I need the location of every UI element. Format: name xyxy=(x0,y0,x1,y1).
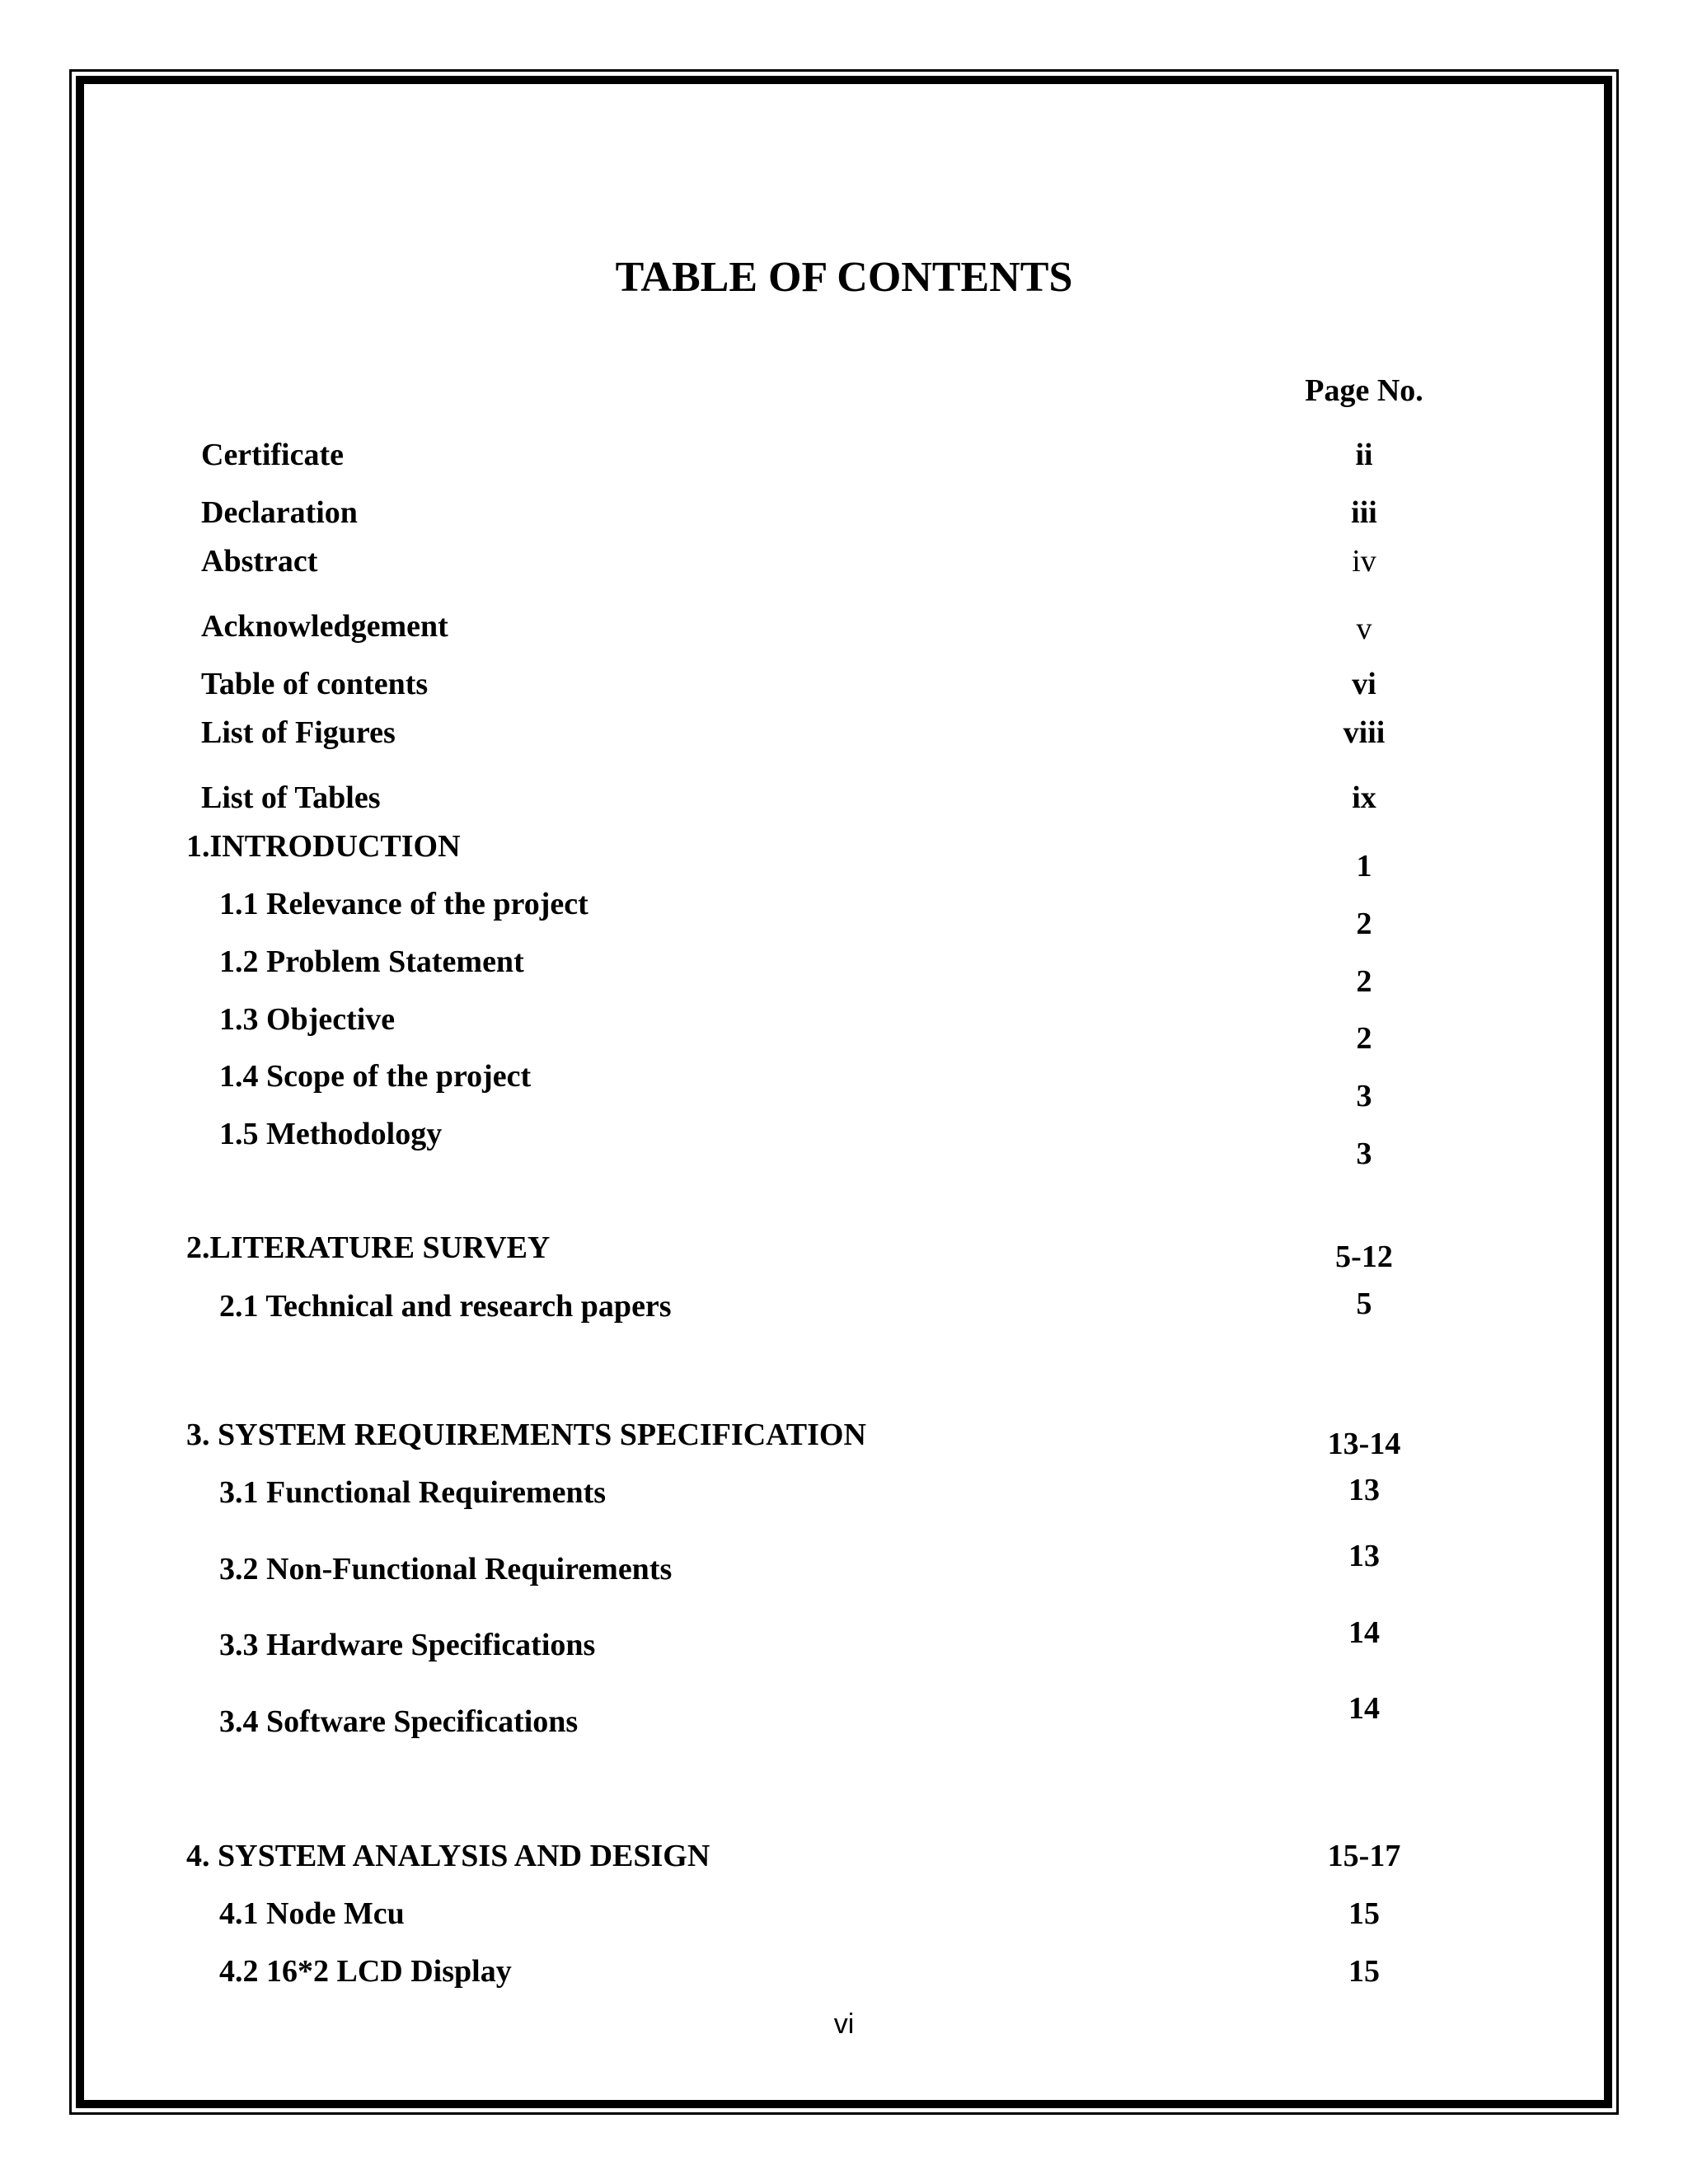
toc-section-3-4: 3.4 Software Specifications xyxy=(219,1704,579,1739)
toc-page-3-2: 13 xyxy=(1348,1539,1380,1573)
toc-page-4-1: 15 xyxy=(1348,1896,1380,1931)
toc-entry-list-of-figures: List of Figures xyxy=(201,715,396,750)
toc-page-declaration: iii xyxy=(1351,495,1377,530)
toc-page-4-2: 15 xyxy=(1348,1954,1380,1989)
page-number-column-header: Page No. xyxy=(1305,373,1423,408)
toc-chapter-system-analysis: 4. SYSTEM ANALYSIS AND DESIGN xyxy=(186,1839,710,1873)
toc-page-list-of-figures: viii xyxy=(1343,715,1386,750)
toc-section-1-2: 1.2 Problem Statement xyxy=(219,944,524,979)
toc-page-list-of-tables: ix xyxy=(1352,780,1376,815)
toc-page-3-1: 13 xyxy=(1348,1473,1380,1507)
toc-entry-abstract: Abstract xyxy=(201,544,318,579)
toc-section-1-4: 1.4 Scope of the project xyxy=(219,1059,532,1094)
toc-page-1-4: 3 xyxy=(1356,1079,1372,1113)
document-title: TABLE OF CONTENTS xyxy=(615,254,1073,301)
toc-entry-list-of-tables: List of Tables xyxy=(201,780,381,815)
toc-page-3-3: 14 xyxy=(1348,1615,1380,1650)
toc-section-2-1: 2.1 Technical and research papers xyxy=(219,1289,672,1324)
toc-section-1-3: 1.3 Objective xyxy=(219,1002,396,1037)
toc-chapter-introduction: 1.INTRODUCTION xyxy=(186,829,461,864)
toc-page-system-requirements: 13-14 xyxy=(1327,1427,1401,1461)
toc-page-3-4: 14 xyxy=(1348,1691,1380,1726)
toc-page-system-analysis: 15-17 xyxy=(1327,1839,1401,1873)
toc-section-1-5: 1.5 Methodology xyxy=(219,1117,443,1151)
toc-section-3-1: 3.1 Functional Requirements xyxy=(219,1475,607,1510)
toc-page-2-1: 5 xyxy=(1356,1286,1372,1321)
toc-entry-certificate: Certificate xyxy=(201,438,344,472)
footer-page-number: vi xyxy=(833,2008,855,2040)
toc-page-acknowledgement: v xyxy=(1356,612,1372,646)
toc-section-3-2: 3.2 Non-Functional Requirements xyxy=(219,1552,673,1586)
toc-section-4-2: 4.2 16*2 LCD Display xyxy=(219,1954,512,1989)
toc-chapter-literature-survey: 2.LITERATURE SURVEY xyxy=(186,1230,551,1265)
toc-page-1-1: 2 xyxy=(1356,907,1372,941)
toc-page-table-of-contents: vi xyxy=(1352,667,1376,701)
toc-page-introduction: 1 xyxy=(1356,849,1372,883)
toc-chapter-system-requirements: 3. SYSTEM REQUIREMENTS SPECIFICATION xyxy=(186,1418,866,1452)
toc-page-1-3: 2 xyxy=(1356,1021,1372,1056)
toc-page-abstract: iv xyxy=(1352,544,1376,579)
toc-page-certificate: ii xyxy=(1355,438,1373,472)
toc-entry-acknowledgement: Acknowledgement xyxy=(201,609,448,644)
toc-page-literature-survey: 5-12 xyxy=(1335,1240,1393,1274)
toc-entry-table-of-contents: Table of contents xyxy=(201,667,429,701)
toc-section-3-3: 3.3 Hardware Specifications xyxy=(219,1628,596,1662)
toc-page-1-2: 2 xyxy=(1356,964,1372,999)
toc-page-1-5: 3 xyxy=(1356,1137,1372,1171)
toc-entry-declaration: Declaration xyxy=(201,495,358,530)
toc-section-4-1: 4.1 Node Mcu xyxy=(219,1896,405,1931)
toc-section-1-1: 1.1 Relevance of the project xyxy=(219,887,588,921)
